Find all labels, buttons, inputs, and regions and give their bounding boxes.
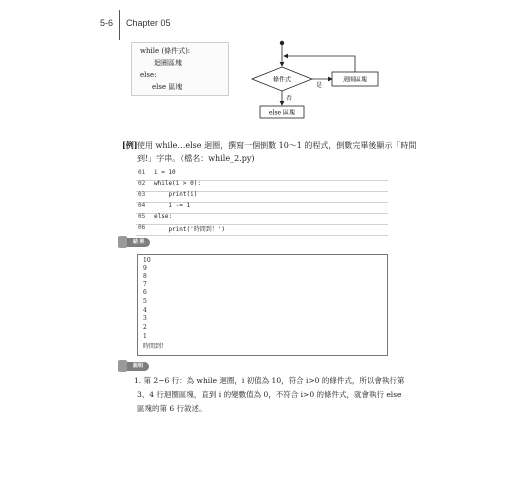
output-line: 7: [143, 281, 147, 288]
output-line: 5: [143, 298, 147, 305]
pencil-icon: [118, 360, 127, 372]
result-output-box: [137, 254, 388, 356]
yes-label: 是: [316, 82, 323, 89]
explanation-line: 區塊的第 6 行敘述。: [137, 404, 207, 413]
pencil-icon: [118, 236, 127, 248]
loop-back-arrow: [284, 56, 355, 72]
chapter-title: Chapter 05: [126, 18, 171, 28]
output-line: 2: [143, 324, 147, 331]
condition-label: 條件式: [272, 76, 292, 84]
output-line: 6: [143, 289, 147, 296]
else-block-label: else 區塊: [268, 109, 296, 117]
no-label: 否: [286, 95, 293, 102]
loop-block-label: 迴圈區塊: [342, 76, 368, 84]
output-line: 8: [143, 273, 147, 280]
example-description: 使用 while…else 迴圈，撰寫一個倒數 10～1 的程式，倒數完畢後顯示「時間: [137, 141, 417, 150]
line-number: 03: [138, 191, 146, 198]
code-text: i -= 1: [154, 202, 191, 209]
syntax-line: 迴圈區塊: [154, 59, 182, 67]
output-line: 9: [143, 265, 147, 272]
line-number: 06: [138, 224, 146, 231]
flowchart: [240, 38, 400, 122]
line-number: 02: [138, 180, 146, 187]
code-text: else:: [154, 213, 173, 220]
code-text: print('時間到！'): [154, 226, 225, 233]
line-number: 04: [138, 202, 146, 209]
explain-badge: [124, 362, 149, 371]
output-line: 時間到!: [143, 343, 164, 350]
code-text: i = 10: [154, 169, 176, 176]
output-line: 1: [143, 333, 147, 340]
syntax-box: [131, 42, 229, 96]
code-row: [136, 223, 388, 236]
example-description: 到!」字串。（檔名：while_2.py): [137, 154, 255, 163]
code-text: print(i): [154, 191, 198, 198]
explain-badge-label: 說明: [133, 363, 144, 369]
output-line: 10: [143, 257, 151, 264]
header-divider: [119, 10, 120, 40]
syntax-line: while (條件式):: [140, 47, 191, 55]
code-listing: [136, 168, 388, 233]
syntax-line: else:: [140, 71, 157, 79]
line-number: 01: [138, 169, 146, 176]
result-badge-label: 結 果: [133, 239, 145, 245]
result-badge: [124, 238, 150, 247]
example-tag: [例]: [122, 140, 138, 150]
code-text: while(i > 0):: [154, 180, 201, 187]
line-number: 05: [138, 213, 146, 220]
page-number: 5-6: [100, 18, 114, 28]
start-node: [280, 41, 284, 45]
syntax-line: else 區塊: [152, 83, 183, 91]
explanation-line: 3、4 行迴圈區塊，直到 i 的變數值為 0，不符合 i>0 的條件式，就會執行 else: [137, 390, 402, 399]
explanation-line: 1. 第 2~6 行：為 while 迴圈，i 初值為 10，符合 i>0 的條件式，所以會執行第: [134, 376, 405, 385]
output-line: 4: [143, 307, 147, 314]
output-line: 3: [143, 315, 147, 322]
